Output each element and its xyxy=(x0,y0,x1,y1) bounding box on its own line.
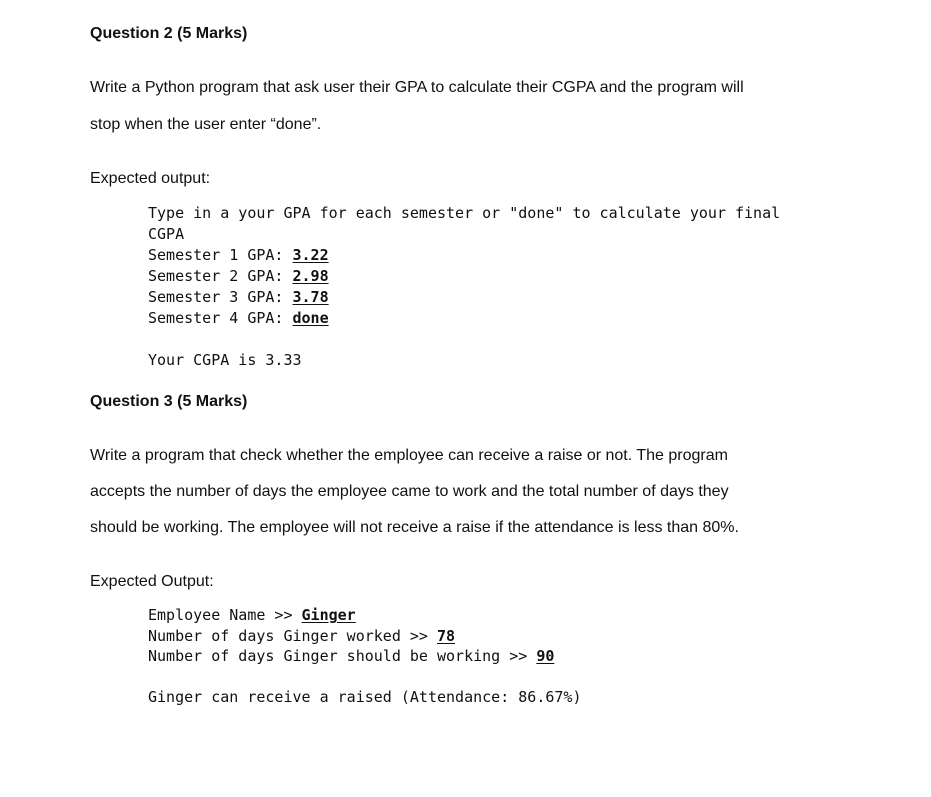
q3-name-label: Employee Name >> xyxy=(148,606,302,624)
q2-semester-4-line xyxy=(148,308,780,329)
q2-semester-1-label: Semester 1 GPA: xyxy=(148,246,293,264)
q2-prompt-line-1: Type in a your GPA for each semester or "done" to calculate your final xyxy=(148,204,781,222)
q3-worked-input: 78 xyxy=(436,627,456,645)
q3-should-line xyxy=(148,646,554,666)
q3-name-input: Ginger xyxy=(301,606,356,624)
q3-name-line xyxy=(148,605,554,626)
q3-should-label: Number of days Ginger should be working >> xyxy=(148,647,537,665)
q2-prompt-line-2: CGPA xyxy=(148,225,185,243)
q2-result-line: Your CGPA is 3.33 xyxy=(148,351,302,369)
q2-paragraph-line-1: Write a Python program that ask user their GPA to calculate their CGPA and the program will xyxy=(90,79,744,96)
q3-heading: Question 3 (5 Marks) xyxy=(90,393,248,410)
q2-semester-1-line xyxy=(148,245,780,266)
q2-code-block xyxy=(148,203,780,329)
q3-worked-line xyxy=(148,626,554,646)
q2-semester-1-input: 3.22 xyxy=(292,246,329,264)
q3-paragraph-line-3: should be working. The employee will not receive a raise if the attendance is less than 80%. xyxy=(90,519,739,536)
q2-semester-3-input: 3.78 xyxy=(292,288,329,306)
q2-heading: Question 2 (5 Marks) xyxy=(90,25,248,42)
q2-semester-2-input: 2.98 xyxy=(292,267,329,285)
q3-result-line: Ginger can receive a raised (Attendance: 86.67%) xyxy=(148,688,582,706)
q3-paragraph-line-1: Write a program that check whether the employee can receive a raise or not. The program xyxy=(90,447,728,464)
q3-expected-output-label: Expected Output: xyxy=(90,573,214,590)
q3-worked-label: Number of days Ginger worked >> xyxy=(148,627,437,645)
q2-semester-4-label: Semester 4 GPA: xyxy=(148,309,293,327)
q3-paragraph-line-2: accepts the number of days the employee came to work and the total number of days they xyxy=(90,483,729,500)
q3-code-block xyxy=(148,605,554,666)
q2-semester-2-label: Semester 2 GPA: xyxy=(148,267,293,285)
q3-should-input: 90 xyxy=(536,647,555,665)
q2-expected-output-label: Expected output: xyxy=(90,170,211,187)
q2-semester-3-label: Semester 3 GPA: xyxy=(148,288,293,306)
q2-semester-4-input: done xyxy=(292,309,329,327)
q2-semester-2-line xyxy=(148,266,780,287)
q2-semester-3-line xyxy=(148,287,780,308)
q2-paragraph-line-2: stop when the user enter “done”. xyxy=(90,116,322,133)
